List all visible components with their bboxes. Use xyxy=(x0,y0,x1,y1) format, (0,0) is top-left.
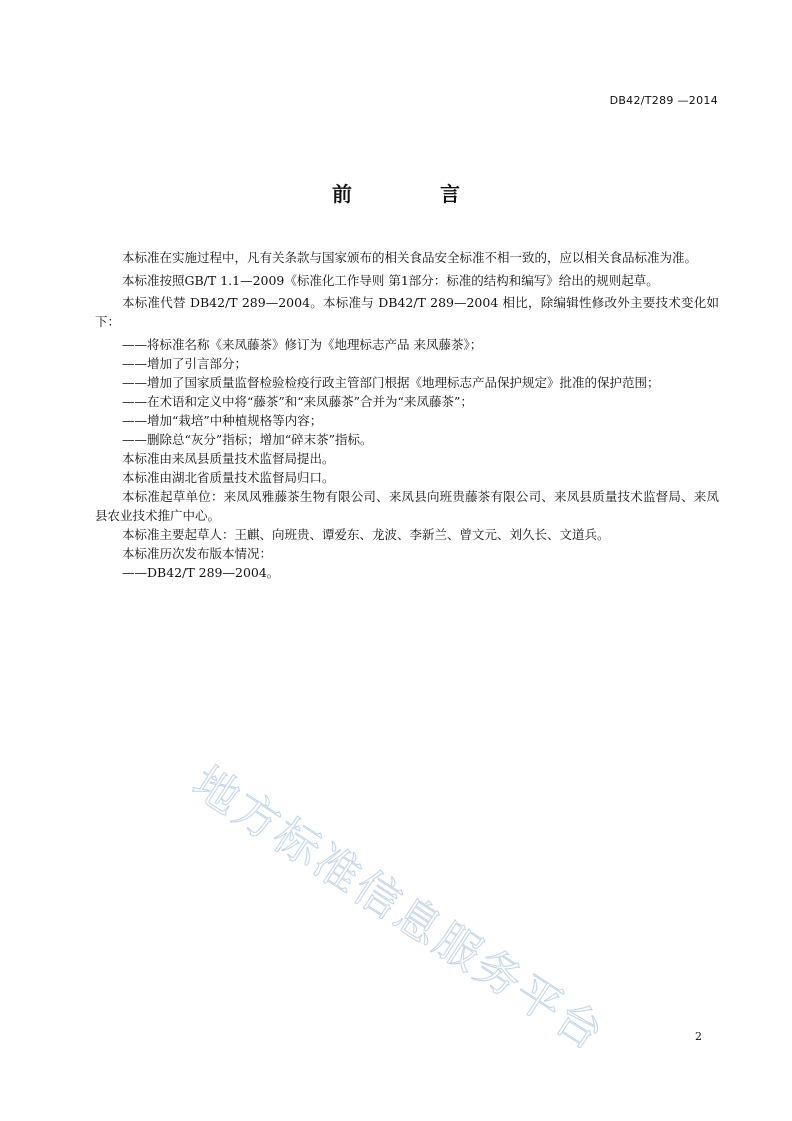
change-item: ——删除总“灰分”指标；增加“碎末茶”指标。 xyxy=(122,431,373,447)
change-item: ——增加了引言部分； xyxy=(122,355,248,371)
page-title: 前 言 xyxy=(332,182,494,206)
history-item: ——DB42/T 289—2004。 xyxy=(122,564,280,580)
drafting-units: 本标准起草单位：来凤凤雅藤茶生物有限公司、来凤县向班贵藤茶有限公司、来凤县质量技术监督局、来凤县农业技术推广中心。 xyxy=(95,488,719,523)
page-number: 2 xyxy=(695,1030,702,1043)
history-label: 本标准历次发布版本情况： xyxy=(122,545,273,561)
changes-list xyxy=(95,335,719,449)
paragraph-3: 本标准代替 DB42/T 289—2004。本标准与 DB42/T 289—2004 相比，除编辑性修改外主要技术变化如下： xyxy=(95,295,719,329)
paragraph-1: 本标准在实施过程中，凡有关条款与国家颁布的相关食品安全标准不相一致的，应以相关食品标准为准。 xyxy=(122,250,698,265)
change-item: ——增加“栽培”中种植规格等内容； xyxy=(122,412,323,428)
watermark: 地方标准信息服务平台 xyxy=(183,755,615,1062)
foreword-body xyxy=(95,248,719,582)
proposed-by: 本标准由来凤县质量技术监督局提出。 xyxy=(122,450,335,466)
document-code: DB42/T289 —2014 xyxy=(609,94,718,107)
managed-by: 本标准由湖北省质量技术监督局归口。 xyxy=(122,469,335,485)
drafters: 本标准主要起草人：王麒、向班贵、谭爱东、龙波、李新兰、曾文元、刘久长、文道兵。 xyxy=(122,526,610,542)
change-item: ——在术语和定义中将“藤茶”和“来凤藤茶”合并为“来凤藤茶”； xyxy=(122,393,473,409)
paragraph-2: 本标准按照GB/T 1.1—2009《标准化工作导则 第1部分：标准的结构和编写》给出的规则起草。 xyxy=(122,272,659,288)
change-item: ——将标准名称《来凤藤茶》修订为《地理标志产品 来凤藤茶》； xyxy=(122,336,483,352)
change-item: ——增加了国家质量监督检验检疫行政主管部门根据《地理标志产品保护规定》批准的保护范围； xyxy=(122,374,660,390)
